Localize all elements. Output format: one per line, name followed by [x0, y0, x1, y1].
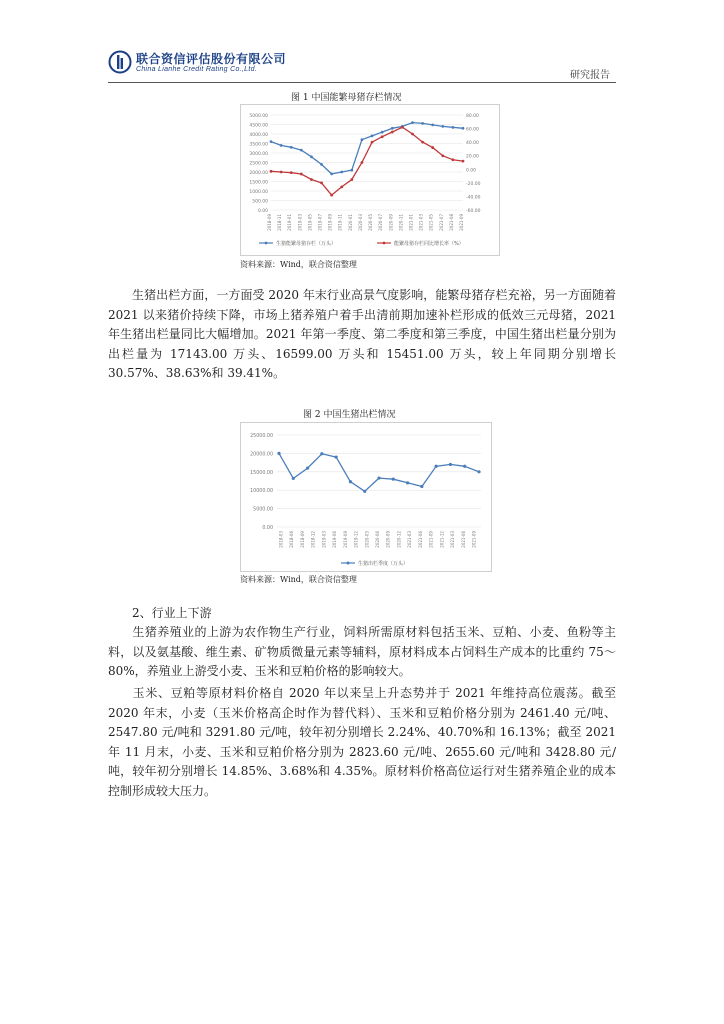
y-tick-label: 25000.00	[250, 434, 273, 439]
y-left-tick-label: 1000.00	[249, 190, 268, 195]
x-tick-label: 2019-12	[353, 531, 359, 548]
x-tick-label: 2019-03	[297, 214, 303, 231]
data-point	[411, 121, 414, 124]
x-tick-label: 2020-09	[385, 531, 391, 548]
x-tick-label: 2018-09	[299, 531, 305, 548]
data-point	[310, 155, 313, 158]
y-tick-label: 5000.00	[253, 507, 273, 513]
data-point	[406, 481, 409, 484]
data-point	[462, 160, 465, 163]
x-tick-label: 2018-12	[310, 531, 316, 548]
x-tick-label: 2021-07	[438, 214, 444, 231]
y-right-tick-label: 60.00	[466, 127, 479, 133]
data-point	[371, 135, 374, 138]
data-point	[463, 465, 466, 468]
x-tick-label: 2019-06	[332, 531, 338, 548]
x-tick-label: 2020-07	[378, 214, 384, 231]
data-point	[300, 173, 303, 176]
y-tick-label: 15000.00	[250, 470, 273, 476]
paragraph-hog-output	[108, 286, 616, 384]
data-point	[280, 144, 283, 147]
data-point	[320, 163, 323, 166]
x-tick-label: 2021-12	[439, 531, 445, 548]
paragraph-hog-output-text: 生猪出栏方面，一方面受 2020 年末行业高景气度影响，能繁母猪存栏充裕，另一方面随着 2021 以来猪价持续下降，市场上猪养殖户着手出清前期加速补栏形成的低效三元母猪，2021 年生猪出栏量同比大幅增加。2021 年第一季度、第二季度和第三季度，中国生猪出栏量分别为出栏量为 17143.00 万头、16599.00 万头和 15451.00 万头，较上年同期分别增长 30.57%、38.63%和 39.41%。	[108, 288, 616, 381]
paragraph-feed-prices	[108, 684, 616, 802]
data-point	[477, 470, 480, 473]
data-point	[300, 149, 303, 152]
data-point	[451, 126, 454, 129]
x-tick-label: 2020-05	[368, 214, 374, 231]
y-right-tick-label: -20.00	[466, 181, 481, 187]
data-point	[320, 452, 323, 455]
data-point	[361, 138, 364, 141]
y-left-tick-label: 2500.00	[249, 161, 268, 167]
x-tick-label: 2019-07	[317, 214, 323, 231]
paragraph-upstream	[108, 623, 616, 682]
data-point	[330, 194, 333, 197]
data-point	[421, 122, 424, 125]
y-tick-label: 0.00	[262, 526, 273, 531]
figure1-chart	[240, 104, 500, 256]
data-point	[340, 171, 343, 174]
legend-label: 生猪能繁母猪存栏（万头）	[276, 241, 337, 247]
y-left-tick-label: 3000.00	[249, 152, 268, 157]
y-right-tick-label: -40.00	[466, 195, 481, 201]
y-left-tick-label: 3500.00	[249, 142, 268, 148]
x-tick-label: 2020-12	[396, 531, 402, 548]
x-tick-label: 2019-05	[307, 214, 313, 231]
data-point	[292, 477, 295, 480]
x-tick-label: 2020-11	[398, 214, 404, 231]
figure2-caption: 图 2 中国生猪出栏情况	[303, 410, 396, 420]
x-tick-label: 2021-09	[459, 214, 464, 231]
data-point	[335, 455, 338, 458]
data-point	[306, 467, 309, 470]
data-point	[462, 127, 465, 130]
x-tick-label: 2018-11	[277, 214, 283, 231]
y-tick-label: 20000.00	[250, 452, 273, 458]
x-tick-label: 2019-03	[321, 531, 327, 548]
x-tick-label: 2019-11	[337, 214, 343, 231]
x-tick-label: 2019-09	[327, 214, 333, 231]
data-point	[431, 146, 434, 149]
report-type-label: 研究报告	[570, 70, 610, 81]
figure1-source: 资料来源：Wind，联合资信整理	[240, 260, 357, 269]
x-tick-label: 2021-05	[428, 214, 434, 231]
page-header	[108, 48, 616, 82]
data-point	[290, 171, 293, 174]
data-point	[349, 480, 352, 483]
data-point	[277, 452, 280, 455]
x-tick-label: 2018-06	[289, 531, 295, 548]
x-tick-label: 2018-09	[267, 214, 272, 231]
figure2-chart-svg	[241, 423, 491, 571]
data-point	[320, 181, 323, 184]
x-tick-label: 2020-09	[388, 214, 394, 231]
data-point	[421, 141, 424, 144]
y-right-tick-label: 20.00	[466, 154, 479, 160]
paragraph-upstream-text: 生猪养殖业的上游为农作物生产行业，饲料所需原材料包括玉米、豆粕、小麦、鱼粉等主料，以及氨基酸、维生素、矿物质微量元素等辅料，原材料成本占饲料生产成本的比重约 75～80%，养殖业上游受小麦、玉米和豆粕价格的影响较大。	[108, 625, 616, 679]
legend-marker	[383, 242, 386, 245]
x-tick-label: 2021-09	[428, 531, 434, 548]
data-point	[441, 154, 444, 157]
series-line	[279, 453, 479, 491]
data-point	[401, 126, 404, 129]
figure1-chart-svg	[241, 105, 499, 255]
x-tick-label: 2020-06	[375, 531, 380, 548]
data-point	[361, 161, 364, 164]
section-heading: 2、行业上下游	[132, 606, 212, 620]
y-left-tick-label: 500.00	[252, 199, 268, 205]
x-tick-label: 2021-03	[407, 531, 413, 548]
data-point	[270, 140, 273, 143]
x-tick-label: 2019-01	[287, 214, 293, 231]
y-left-tick-label: 2000.00	[249, 171, 268, 176]
figure2-chart	[240, 422, 492, 572]
x-tick-label: 2021-06	[460, 531, 466, 548]
y-right-tick-label: -60.00	[466, 209, 481, 214]
data-point	[280, 171, 283, 174]
x-tick-label: 2021-08	[448, 214, 454, 231]
data-point	[435, 465, 438, 468]
legend-label: 能繁母猪存栏同比增长率（%）	[394, 241, 464, 247]
y-right-tick-label: 80.00	[466, 114, 479, 119]
x-tick-label: 2020-01	[347, 214, 353, 231]
company-logo-icon	[108, 50, 132, 74]
data-point	[411, 133, 414, 136]
data-point	[391, 131, 394, 134]
x-tick-label: 2018-03	[278, 531, 284, 548]
figure2-source: 资料来源：Wind，联合资信整理	[240, 575, 357, 584]
data-point	[350, 178, 353, 181]
data-point	[449, 463, 452, 466]
x-tick-label: 2020-03	[357, 214, 363, 231]
data-point	[340, 186, 343, 189]
x-tick-label: 2020-03	[364, 531, 370, 548]
data-point	[381, 135, 384, 138]
company-name-cn: 联合资信评估股份有限公司	[136, 52, 287, 66]
x-tick-label: 2021-06	[417, 531, 423, 548]
y-left-tick-label: 0.00	[257, 209, 268, 214]
data-point	[363, 490, 366, 493]
data-point	[330, 173, 333, 176]
data-point	[431, 123, 434, 126]
data-point	[290, 146, 293, 149]
x-tick-label: 2021-09	[471, 531, 477, 548]
x-tick-label: 2021-01	[408, 214, 414, 231]
data-point	[270, 170, 273, 173]
data-point	[381, 131, 384, 134]
y-tick-label: 10000.00	[250, 489, 273, 495]
legend-marker	[347, 562, 350, 565]
figure1-caption: 图 1 中国能繁母猪存栏情况	[291, 93, 402, 103]
data-point	[441, 125, 444, 128]
y-left-tick-label: 4000.00	[249, 133, 268, 138]
x-tick-label: 2021-03	[450, 531, 456, 548]
data-point	[350, 169, 353, 172]
data-point	[377, 476, 380, 479]
company-name-en: China Lianhe Credit Rating Co.,Ltd.	[136, 66, 258, 73]
data-point	[310, 178, 313, 181]
x-tick-label: 2019-09	[342, 531, 348, 548]
y-left-tick-label: 4500.00	[249, 123, 268, 129]
paragraph-feed-prices-text: 玉米、豆粕等原材料价格自 2020 年以来呈上升态势并于 2021 年维持高位震荡。截至 2020 年末，小麦（玉米价格高企时作为替代料）、玉米和豆粕价格分别为 2461.40 元/吨、2547.80 元/吨和 3291.80 元/吨，较年初分别增长 2.24%、40.70%和 16.13%；截至 2021 年 11 月末，小麦、玉米和豆粕价格分别为 2823.60 元/吨、2655.60 元/吨和 3428.80 元/吨，较年初分别增长 14.85%、3.68%和 4.35%。原材料价格高位运行对生猪养殖企业的成本控制形成较大压力。	[108, 686, 616, 798]
legend-label: 生猪出栏季度（万头）	[358, 561, 409, 567]
header-divider	[108, 82, 616, 83]
data-point	[451, 158, 454, 161]
x-tick-label: 2021-03	[418, 214, 424, 231]
y-right-tick-label: 0.00	[466, 168, 477, 174]
legend-marker	[265, 242, 268, 245]
y-left-tick-label: 1500.00	[249, 180, 268, 186]
data-point	[392, 478, 395, 481]
y-left-tick-label: 5000.00	[249, 114, 268, 119]
data-point	[420, 485, 423, 488]
y-right-tick-label: 40.00	[466, 141, 479, 147]
data-point	[371, 141, 374, 144]
data-point	[391, 127, 394, 130]
